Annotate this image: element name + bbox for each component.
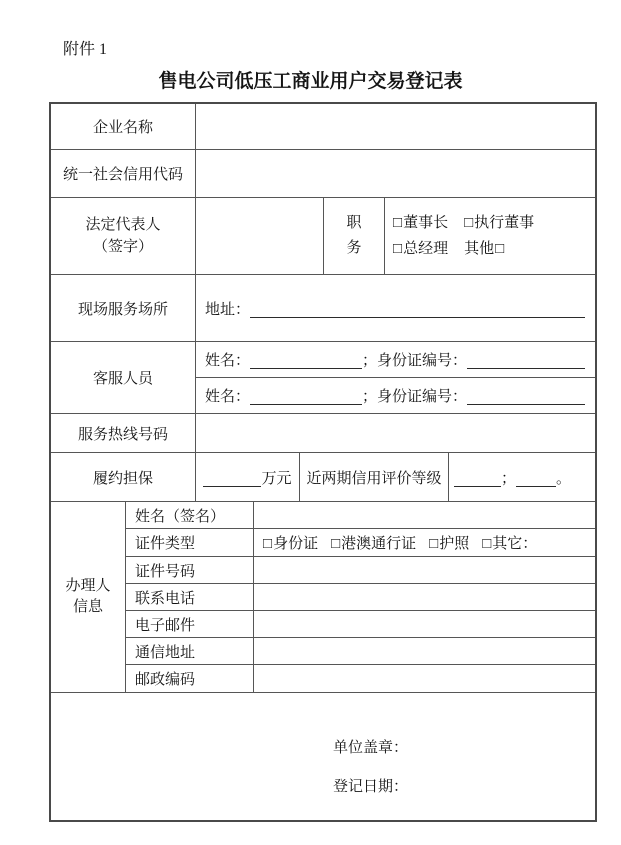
handler-id-number-value-cell [254,557,595,584]
company-name-label: 企业名称 [51,104,196,150]
credit-code-label: 统一社会信用代码 [51,150,196,198]
hotline-label: 服务热线号码 [51,414,196,453]
option-executive-director [464,210,534,236]
handler-email-value-cell [254,611,595,638]
checkbox-icon: □ [393,215,403,231]
customer-service-line2 [196,378,595,414]
option-executive-director-label: 执行董事 [474,215,535,231]
handler-id-number-label: 证件号码 [126,557,254,584]
cs1-id-blank [467,354,585,369]
position-options-row1 [393,210,534,236]
option-chairman [393,210,448,236]
cs2-name-blank [250,390,362,405]
address-blank-line [250,303,585,318]
option-general-manager-label: 总经理 [403,241,449,257]
handler-mail-address-label: 通信地址 [126,638,254,665]
handler-postal-code-label: 邮政编码 [126,665,254,693]
cs1-id-label: ；身份证编号： [362,353,468,369]
position-options-cell [385,198,595,275]
registration-form-table [49,102,597,822]
customer-service-line1 [196,342,595,378]
handler-phone-value-cell [254,584,595,611]
row-customer-service [51,342,595,414]
checkbox-icon: □ [429,536,439,552]
handler-id-number-row [126,557,595,584]
service-site-label: 现场服务场所 [51,275,196,342]
cs2-id-blank [467,390,585,405]
legal-rep-label [51,198,196,275]
company-name-value-cell [196,104,595,150]
legal-rep-label-line2: （签字） [92,239,153,255]
customer-service-lines [196,342,595,414]
handler-email-row [126,611,595,638]
credit-code-value-cell [196,150,595,198]
credit-rating-period: 。 [556,470,572,487]
row-handler-info [51,502,595,693]
position-options-row2 [393,236,534,262]
option-id-card [263,532,318,553]
guarantee-label: 履约担保 [51,453,196,502]
handler-phone-label: 联系电话 [126,584,254,611]
credit-rating-separator: ； [501,470,517,487]
handler-info-label-line1: 办理人 [65,578,111,594]
customer-service-label: 客服人员 [51,342,196,414]
handler-postal-code-value-cell [254,665,595,693]
handler-name-label: 姓名（签名） [126,502,254,529]
footer-block [51,693,408,795]
handler-name-row [126,502,595,529]
handler-email-label: 电子邮件 [126,611,254,638]
option-passport-label: 护照 [439,536,470,552]
cs2-id-label: ；身份证编号： [362,389,468,405]
position-label-char1: 职 [346,215,362,231]
credit-rating-value-cell [449,453,595,502]
handler-phone-row [126,584,595,611]
checkbox-icon: □ [464,215,474,231]
handler-id-type-label: 证件类型 [126,529,254,557]
service-site-address-cell [196,275,595,342]
handler-mail-address-row [126,638,595,665]
legal-rep-signature-cell [196,198,324,275]
handler-name-value-cell [254,502,595,529]
option-id-card-label: 身份证 [273,536,319,552]
position-options [385,198,534,274]
guarantee-amount-blank [203,472,261,487]
handler-id-type-row [126,529,595,557]
row-company-name [51,104,595,150]
checkbox-icon: □ [331,536,341,552]
row-service-site [51,275,595,342]
option-chairman-label: 董事长 [403,215,449,231]
position-label-char2: 务 [346,240,362,256]
position-label [324,198,385,275]
handler-info-rows [126,502,595,693]
checkbox-icon: □ [495,241,505,257]
row-footer [51,693,595,820]
option-hk-macau-permit [331,532,416,553]
attachment-label: 附件 1 [63,41,108,58]
guarantee-unit: 万元 [261,470,292,487]
credit-rating-blank2 [516,472,556,487]
credit-rating-label: 近两期信用评价等级 [300,453,449,502]
checkbox-icon: □ [482,536,492,552]
cs2-name-label: 姓名： [205,389,251,405]
footer-cell [51,693,595,820]
option-general-manager [393,236,448,262]
option-other-id-label: 其它： [492,536,538,552]
handler-postal-code-row [126,665,595,693]
row-guarantee [51,453,595,502]
handler-mail-address-value-cell [254,638,595,665]
seal-label: 单位盖章： [333,740,409,756]
guarantee-amount-cell [196,453,300,502]
handler-id-type-options-cell [254,529,595,557]
checkbox-icon: □ [263,536,273,552]
option-passport [429,532,469,553]
option-other-label: 其他 [464,241,495,257]
hotline-value-cell [196,414,595,453]
option-hk-macau-permit-label: 港澳通行证 [341,536,417,552]
row-hotline [51,414,595,453]
legal-rep-label-line1: 法定代表人 [85,217,161,233]
option-other [464,236,504,262]
checkbox-icon: □ [393,241,403,257]
row-credit-code [51,150,595,198]
option-other-id [482,532,537,553]
handler-info-label [51,502,126,693]
cs1-name-label: 姓名： [205,353,251,369]
page-title: 售电公司低压工商业用户交易登记表 [158,71,463,92]
credit-rating-blank1 [454,472,501,487]
date-label: 登记日期： [333,779,409,795]
address-label: 地址： [205,301,251,318]
cs1-name-blank [250,354,362,369]
handler-info-label-line2: 信息 [72,599,103,615]
row-legal-rep [51,198,595,275]
